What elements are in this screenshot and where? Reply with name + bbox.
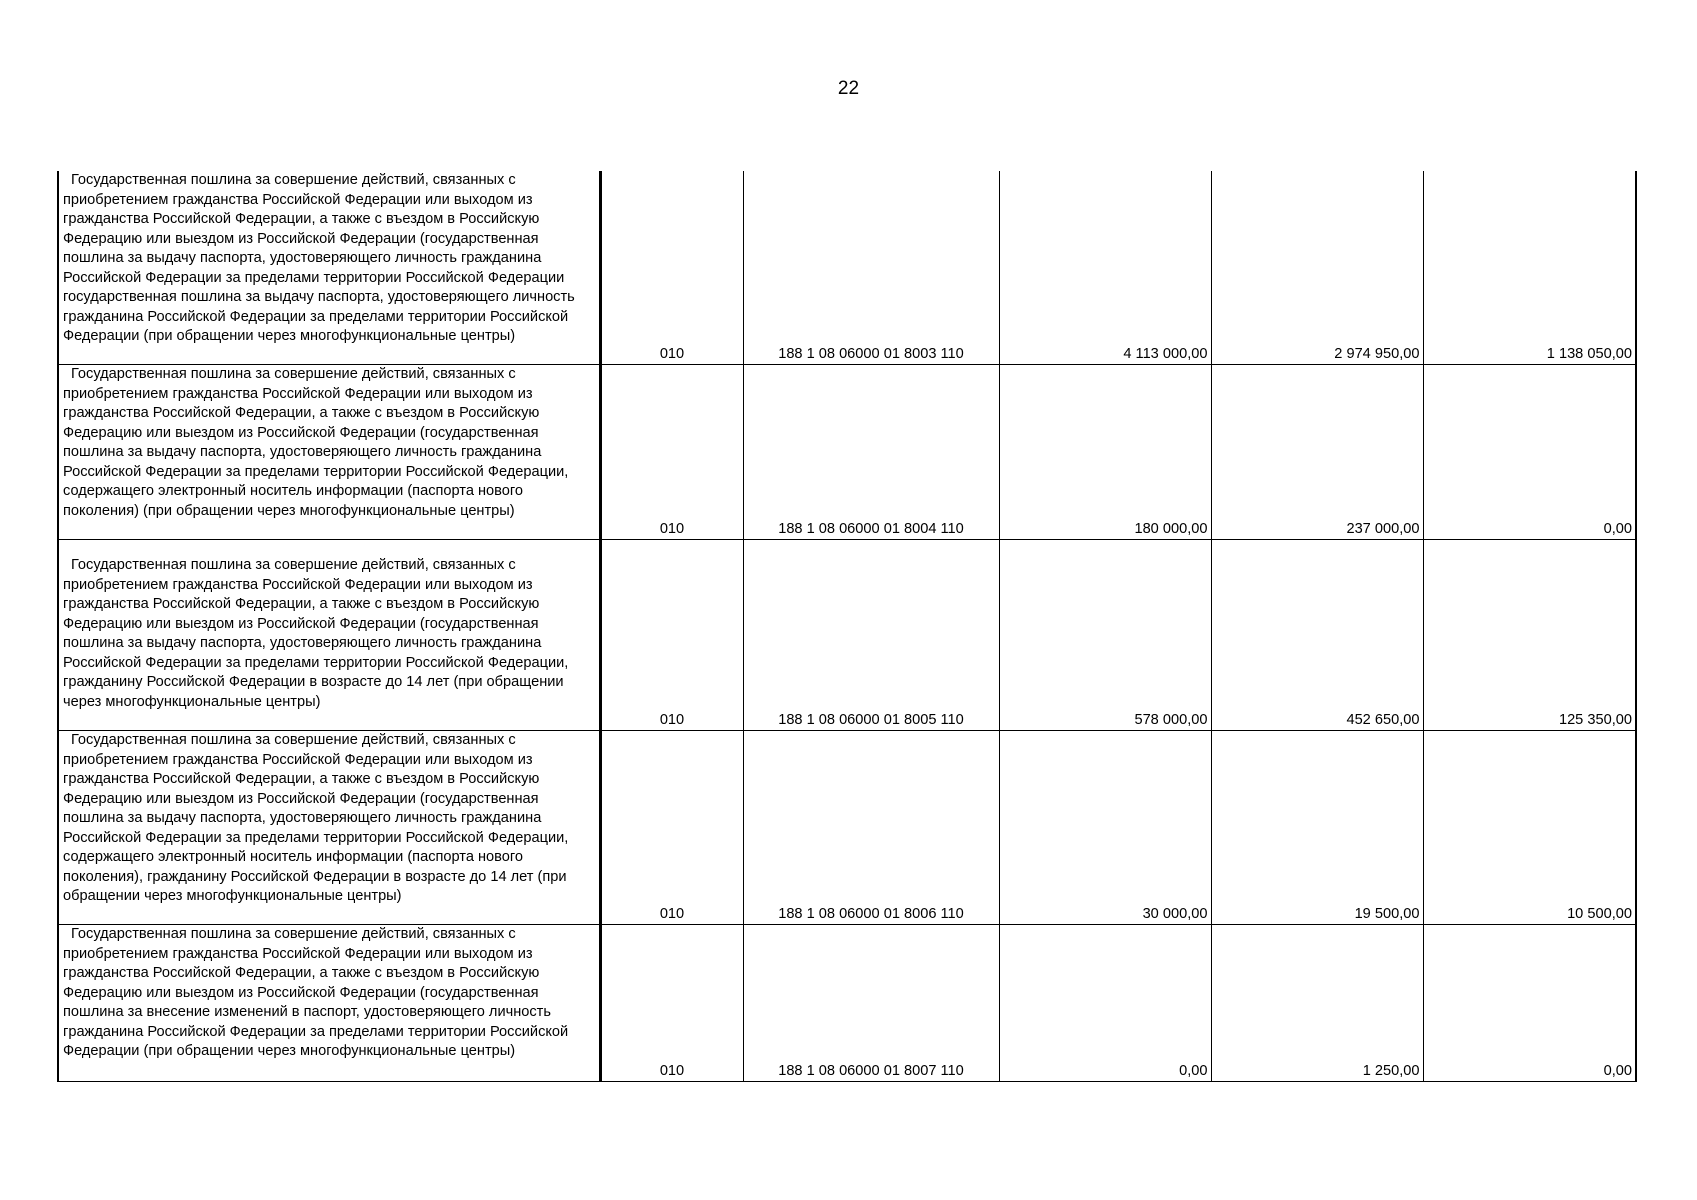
row-description: Государственная пошлина за совершение действий, связанных с приобретением гражданства Российской Федерации или выходом из гражданства Российской Федерации, а также с въездом в Российскую Федерацию или выездом из Российской Федерации (государственная пошлина за выдачу паспорта, удостоверяющего личность гражданина Российской Федерации за пределами территории Российской Федерации, содержащего электронный носитель информации (паспорта нового поколения), гражданину Российской Федерации в возрасте до 14 лет (при обращении через многофункциональные центры) bbox=[58, 731, 600, 925]
row-value-2: 1 250,00 bbox=[1211, 925, 1423, 1082]
row-value-1: 30 000,00 bbox=[999, 731, 1211, 925]
row-description: Государственная пошлина за совершение действий, связанных с приобретением гражданства Российской Федерации или выходом из гражданства Российской Федерации, а также с въездом в Российскую Федерацию или выездом из Российской Федерации (государственная пошлина за выдачу паспорта, удостоверяющего личность гражданина Российской Федерации за пределами территории Российской Федерации государственная пошлина за выдачу паспорта, удостоверяющего личность гражданина Российской Федерации за пределами территории Российской Федерации (при обращении через многофункциональные центры) bbox=[58, 171, 600, 365]
row-value-2: 452 650,00 bbox=[1211, 540, 1423, 731]
row-kbk-code: 188 1 08 06000 01 8005 110 bbox=[743, 540, 999, 731]
row-value-2: 19 500,00 bbox=[1211, 731, 1423, 925]
row-kbk-code: 188 1 08 06000 01 8004 110 bbox=[743, 365, 999, 540]
page-number: 22 bbox=[837, 78, 860, 99]
table-row bbox=[58, 925, 1636, 1082]
row-value-2: 2 974 950,00 bbox=[1211, 171, 1423, 365]
row-value-1: 180 000,00 bbox=[999, 365, 1211, 540]
row-value-3: 10 500,00 bbox=[1423, 731, 1636, 925]
row-kbk-code: 188 1 08 06000 01 8003 110 bbox=[743, 171, 999, 365]
revenue-table bbox=[57, 171, 1637, 1082]
row-value-2: 237 000,00 bbox=[1211, 365, 1423, 540]
row-value-3: 0,00 bbox=[1423, 925, 1636, 1082]
row-description: Государственная пошлина за совершение действий, связанных с приобретением гражданства Российской Федерации или выходом из гражданства Российской Федерации, а также с въездом в Российскую Федерацию или выездом из Российской Федерации (государственная пошлина за внесение изменений в паспорт, удостоверяющего личность гражданина Российской Федерации за пределами территории Российской Федерации (при обращении через многофункциональные центры) bbox=[58, 925, 600, 1082]
row-kbk-code: 188 1 08 06000 01 8007 110 bbox=[743, 925, 999, 1082]
row-value-1: 578 000,00 bbox=[999, 540, 1211, 731]
table-row bbox=[58, 365, 1636, 540]
row-line-code: 010 bbox=[600, 540, 743, 731]
row-value-1: 0,00 bbox=[999, 925, 1211, 1082]
row-value-3: 125 350,00 bbox=[1423, 540, 1636, 731]
table-row bbox=[58, 731, 1636, 925]
row-value-3: 0,00 bbox=[1423, 365, 1636, 540]
row-line-code: 010 bbox=[600, 731, 743, 925]
table-row bbox=[58, 171, 1636, 365]
row-value-1: 4 113 000,00 bbox=[999, 171, 1211, 365]
row-kbk-code: 188 1 08 06000 01 8006 110 bbox=[743, 731, 999, 925]
row-value-3: 1 138 050,00 bbox=[1423, 171, 1636, 365]
row-line-code: 010 bbox=[600, 925, 743, 1082]
row-line-code: 010 bbox=[600, 171, 743, 365]
row-description: Государственная пошлина за совершение действий, связанных с приобретением гражданства Российской Федерации или выходом из гражданства Российской Федерации, а также с въездом в Российскую Федерацию или выездом из Российской Федерации (государственная пошлина за выдачу паспорта, удостоверяющего личность гражданина Российской Федерации за пределами территории Российской Федерации, гражданину Российской Федерации в возрасте до 14 лет (при обращении через многофункциональные центры) bbox=[58, 540, 600, 731]
row-description: Государственная пошлина за совершение действий, связанных с приобретением гражданства Российской Федерации или выходом из гражданства Российской Федерации, а также с въездом в Российскую Федерацию или выездом из Российской Федерации (государственная пошлина за выдачу паспорта, удостоверяющего личность гражданина Российской Федерации за пределами территории Российской Федерации, содержащего электронный носитель информации (паспорта нового поколения) (при обращении через многофункциональные центры) bbox=[58, 365, 600, 540]
row-line-code: 010 bbox=[600, 365, 743, 540]
table-row bbox=[58, 540, 1636, 731]
